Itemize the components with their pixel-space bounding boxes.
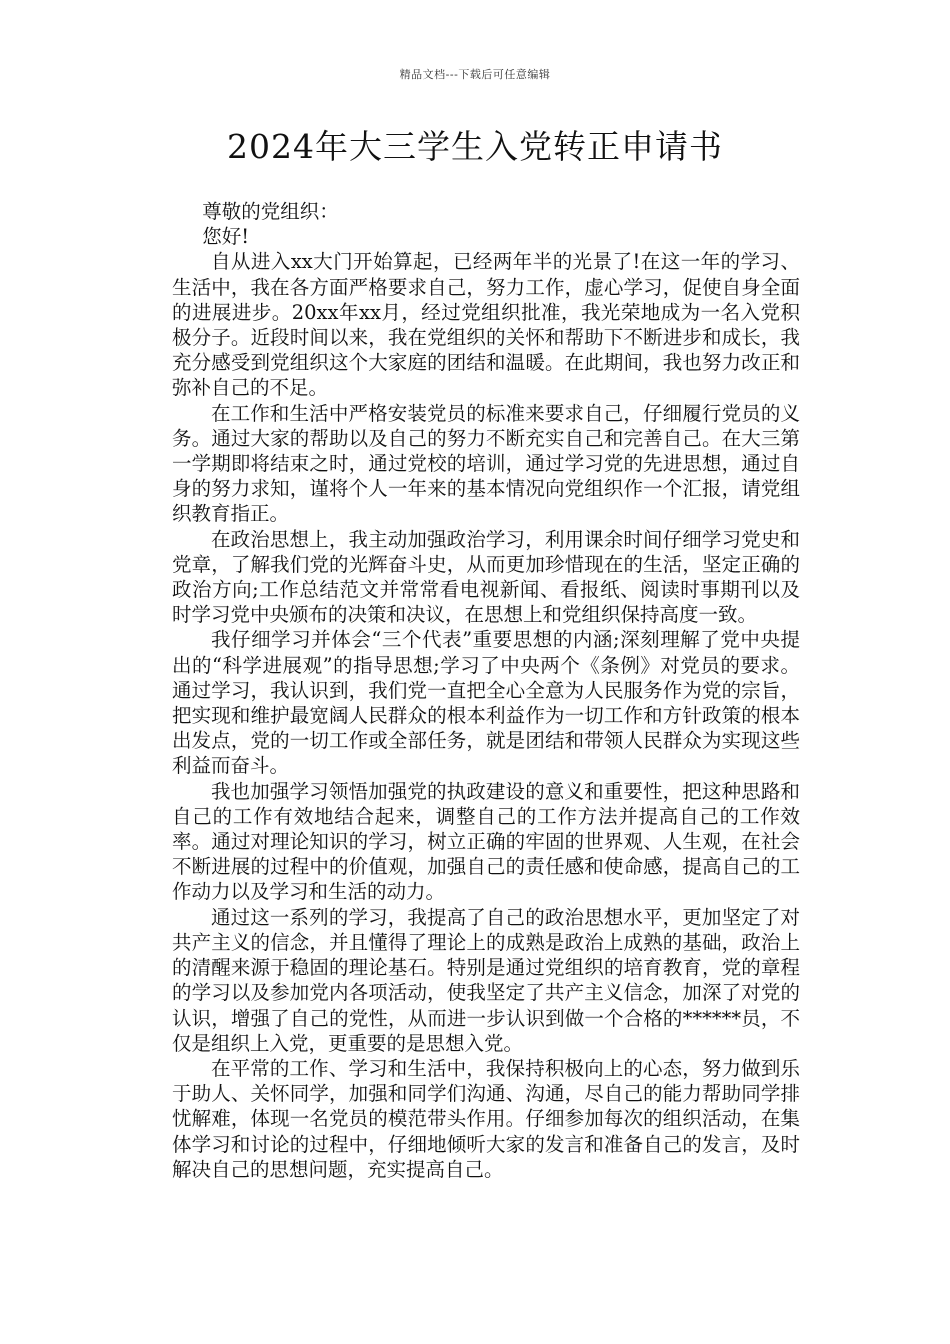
paragraph: 在政治思想上，我主动加强政治学习，利用课余时间仔细学习党史和党章，了解我们党的光辉奋斗史，从而更加珍惜现在的生活，坚定正确的政治方向;工作总结范文并常常看电视新闻、看报纸、阅读时事期刊以及时学习党中央颁布的决策和决议，在思想上和党组织保持高度一致。 xyxy=(172,527,800,627)
paragraph: 我仔细学习并体会“三个代表”重要思想的内涵;深刻理解了党中央提出的“科学进展观”的指导思想;学习了中央两个《条例》对党员的要求。通过学习，我认识到，我们党一直把全心全意为人民服务作为党的宗旨，把实现和维护最宽阔人民群众的根本利益作为一切工作和方针政策的根本出发点，党的一切工作或全部任务，就是团结和带领人民群众为实现这些利益而奋斗。 xyxy=(172,628,800,778)
paragraph: 在平常的工作、学习和生活中，我保持积极向上的心态，努力做到乐于助人、关怀同学，加强和同学们沟通、沟通，尽自己的能力帮助同学排忧解难，体现一名党员的模范带头作用。仔细参加每次的组织活动，在集体学习和讨论的过程中，仔细地倾听大家的发言和准备自己的发言，及时解决自己的思想问题，充实提高自己。 xyxy=(172,1056,800,1181)
document-title: 2024年大三学生入党转正申请书 xyxy=(227,127,723,166)
document-body xyxy=(172,199,800,1182)
salutation: 尊敬的党组织： xyxy=(202,200,339,223)
paragraph: 自从进入xx大门开始算起，已经两年半的光景了!在这一年的学习、生活中，我在各方面严格要求自己，努力工作，虚心学习，促使自身全面的进展进步。20xx年xx月，经过党组织批准，我光荣地成为一名入党积极分子。近段时间以来，我在党组织的关怀和帮助下不断进步和成长，我充分感受到党组织这个大家庭的团结和温暖。在此期间，我也努力改正和弥补自己的不足。 xyxy=(172,250,800,400)
header-note: 精品文档---下载后可任意编辑 xyxy=(399,68,551,81)
paragraph: 在工作和生活中严格安装党员的标准来要求自己，仔细履行党员的义务。通过大家的帮助以及自己的努力不断充实自己和完善自己。在大三第一学期即将结束之时，通过党校的培训，通过学习党的先进思想，通过自身的努力求知，谨将个人一年来的基本情况向党组织作一个汇报，请党组织教育指正。 xyxy=(172,401,800,526)
paragraph: 我也加强学习领悟加强党的执政建设的意义和重要性，把这种思路和自己的工作有效地结合起来，调整自己的工作方法并提高自己的工作效率。通过对理论知识的学习，树立正确的牢固的世界观、人生观，在社会不断进展的过程中的价值观，加强自己的责任感和使命感，提高自己的工作动力以及学习和生活的动力。 xyxy=(172,779,800,904)
paragraph: 通过这一系列的学习，我提高了自己的政治思想水平，更加坚定了对共产主义的信念，并且懂得了理论上的成熟是政治上成熟的基础，政治上的清醒来源于稳固的理论基石。特别是通过党组织的培育教育，党的章程的学习以及参加党内各项活动，使我坚定了共产主义信念，加深了对党的认识，增强了自己的党性，从而进一步认识到做一个合格的******员，不仅是组织上入党，更重要的是思想入党。 xyxy=(172,905,800,1055)
greeting: 您好! xyxy=(202,225,250,249)
